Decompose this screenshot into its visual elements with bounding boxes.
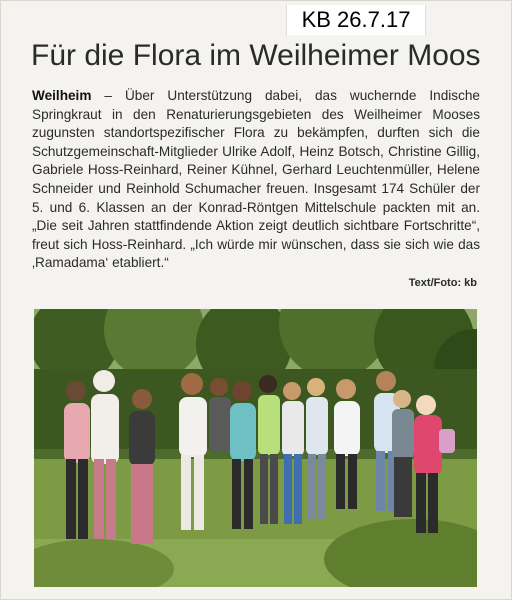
group-photo [34, 309, 477, 587]
dateline: Weilheim [32, 88, 92, 103]
date-stamp: KB 26.7.17 [286, 5, 426, 35]
article-body: – Über Unterstützung dabei, das wuchernde Indische Springkraut in den Renaturierungsgebieten des Weilheimer Mooses zugunsten standortspezifischer Flora zu bekämpfen, durften sich die Schutzgemeinschaft-Mitglieder Ulrike Adolf, Heinz Botsch, Christine Gillig, Gabriele Hoss-Reinhard, Reiner Kühnel, Gerhard Leuchtenmüller, Helene Schneider und Reinhold Schumacher freuen. Insgesamt 174 Schüler der 5. und 6. Klassen an der Konrad-Röntgen Mittelschule packten mit an. „Die seit Jahren stattfindende Aktion zeigt deutlich sichtbare Fortschritte“, freut sich Hoss-Reinhard. „Ich würde mir wünschen, dass sie sich wie das ‚Ramadama‘ etabliert.“ [32, 88, 480, 271]
photo-credit: Text/Foto: kb [408, 277, 477, 289]
group-photo-illustration [34, 309, 477, 587]
headline: Für die Flora im Weilheimer Moos [31, 39, 481, 72]
article-text [32, 87, 480, 273]
